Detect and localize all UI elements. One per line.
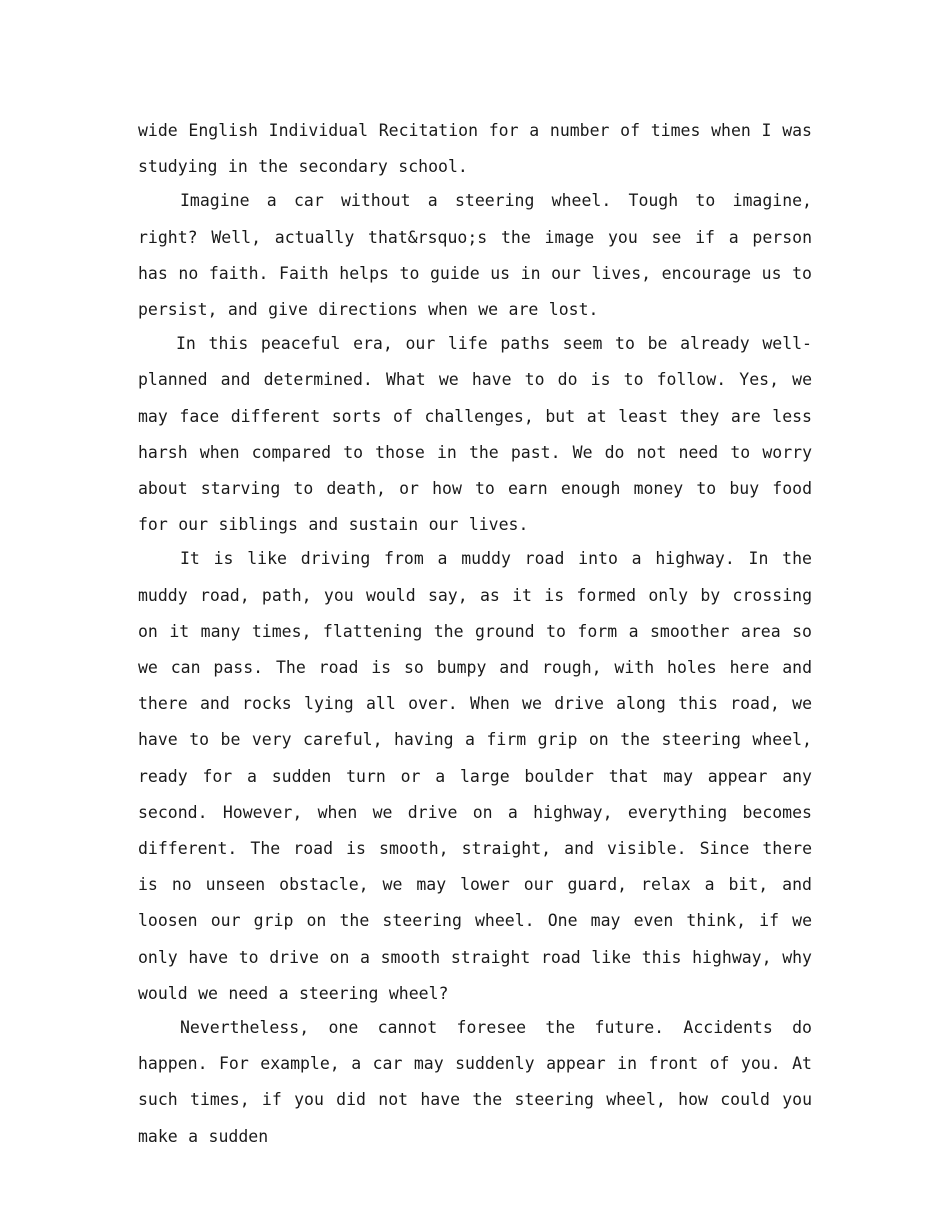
paragraph-5: Nevertheless, one cannot foresee the future. Accidents do happen. For example, a car may suddenly appear in front of you. At such times, if you did not have the steering wheel, how could you make a sudden: [138, 1018, 812, 1146]
document-page: [138, 113, 812, 1153]
paragraph-2: Imagine a car without a steering wheel. Tough to imagine, right? Well, actually that&rsquo;s the image you see if a person has no faith. Faith helps to guide us in our lives, encourage us to persist, and give directions when we are lost.: [138, 191, 812, 320]
paragraph-3: In this peaceful era, our life paths seem to be already well-planned and determined. What we have to do is to follow. Yes, we may face different sorts of challenges, but at least they are less harsh when compared to those in the past. We do not need to worry about starving to death, or how to earn enough money to buy food for our siblings and sustain our lives.: [138, 334, 812, 535]
paragraph-4: It is like driving from a muddy road into a highway. In the muddy road, path, you would say, as it is formed only by crossing on it many times, flattening the ground to form a smoother area so we can pass. The road is so bumpy and rough, with holes here and there and rocks lying all over. When we drive along this road, we have to be very careful, having a firm grip on the steering wheel, ready for a sudden turn or a large boulder that may appear any second. However, when we drive on a highway, everything becomes different. The road is smooth, straight, and visible. Since there is no unseen obstacle, we may lower our guard, relax a bit, and loosen our grip on the steering wheel. One may even think, if we only have to drive on a smooth straight road like this highway, why would we need a steering wheel?: [138, 549, 812, 1003]
paragraph-1: wide English Individual Recitation for a number of times when I was studying in the secondary school.: [138, 121, 812, 177]
